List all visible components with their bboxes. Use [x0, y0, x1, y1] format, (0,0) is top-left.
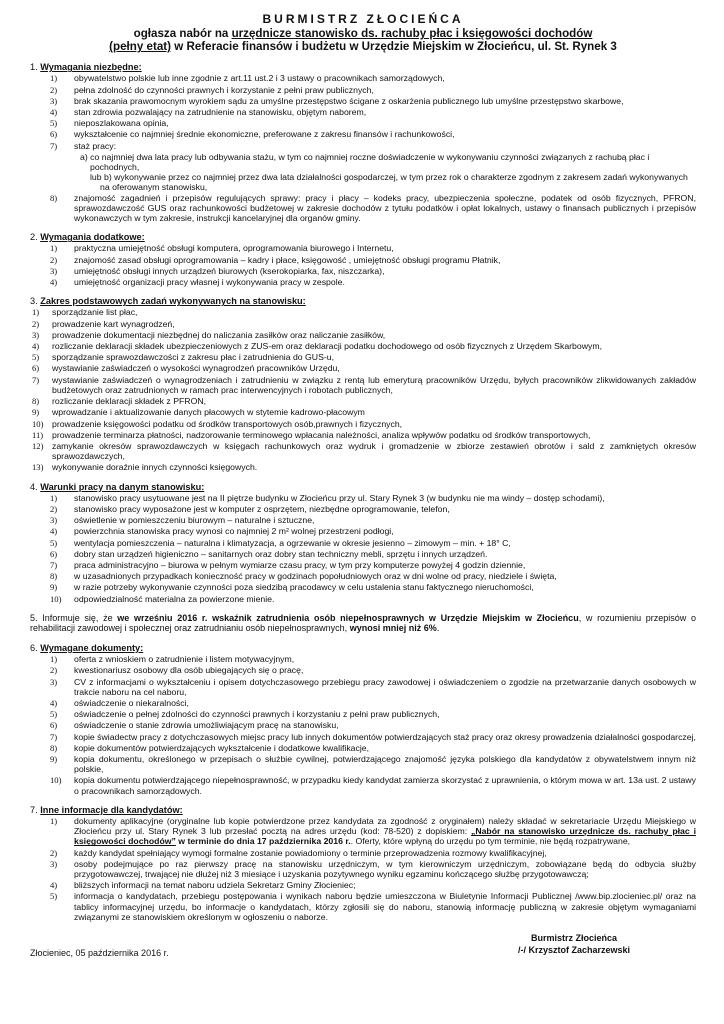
item-number: 2) — [50, 254, 58, 265]
document-title: BURMISTRZ ZŁOCIEŃCA — [262, 12, 464, 26]
item-text: bliższych informacji na temat naboru udziela Sekretarz Gminy Złocieniec; — [74, 880, 356, 891]
item-text: każdy kandydat spełniający wymogi formalne zostanie powiadomiony o terminie przeprowadzenia rozmowy kwalifikacyjnej, — [74, 847, 547, 858]
item-number: 6) — [50, 129, 58, 140]
list-item — [30, 419, 696, 429]
item-text: brak skazania prawomocnym wyrokiem sądu za umyślne przestępstwo ścigane z oskarżenia publicznego lub umyślne przestępstwo skarbowe, — [74, 95, 624, 106]
section-1-heading — [30, 62, 696, 72]
item-text: nieposzlakowana opinia, — [74, 118, 169, 129]
item-text: sporządzanie sprawozdawczości z zakresu płac i zatrudnienia do GUS-u, — [52, 352, 334, 363]
list-item — [30, 816, 696, 847]
other-information-list-cont — [30, 848, 696, 922]
other-information-list — [30, 816, 696, 847]
announcement-line-1 — [30, 27, 696, 40]
experience-option-a: a) co najmniej dwa lata pracy lub odbywania stażu, w tym co najmniej roczne doświadczenie w wykonywaniu czynności związanych z rachubą płac i pochodnych, — [80, 151, 650, 173]
list-item — [30, 363, 696, 373]
disability-employment-notice — [30, 613, 696, 634]
item-text: prowadzenie terminarza płatności, nadzorowanie terminowego wpłacania należności, analiza wpływów podatku od środków transportowych, — [52, 429, 591, 440]
section-title: Zakres podstawowych zadań wykonywanych na stanowisku: — [40, 296, 306, 307]
signature-block — [518, 932, 630, 956]
list-item — [30, 594, 696, 604]
item-number: 3) — [50, 95, 58, 106]
notice-text: . — [436, 623, 440, 634]
item-number: 5) — [50, 709, 58, 720]
item-number: 7) — [50, 559, 58, 570]
list-item — [30, 277, 696, 287]
item-text: odpowiedzialność materialna za powierzone mienie. — [74, 593, 275, 604]
item-number: 3) — [50, 858, 58, 869]
item-text: dobry stan urządzeń higieniczno – sanitarnych oraz dobry stan techniczny mebli, sprzętu i innych urządzeń. — [74, 548, 488, 559]
item-number: 2) — [32, 318, 40, 329]
item-number: 2) — [50, 84, 58, 95]
item-number: 1) — [50, 492, 58, 503]
item-text: stan zdrowia pozwalający na zatrudnienie na stanowisku, objętym naborem, — [74, 107, 367, 118]
place-and-date: Złocieniec, 05 października 2016 r. — [30, 948, 169, 959]
list-item — [30, 129, 696, 139]
list-item — [30, 396, 696, 406]
item-text: wystawianie zaświadczeń o wysokości wynagrodzeń pracowników Urzędu, — [52, 363, 340, 374]
item-text: w razie potrzeby wykonywanie czynności poza siedzibą pracodawcy w celu ustalenia stanu faktycznego nieruchomości, — [74, 582, 534, 593]
list-item — [30, 720, 696, 730]
item-text: wykształcenie co najmniej średnie ekonomiczne, preferowane z zakresu finansów i rachunkowości, — [74, 129, 455, 140]
list-item — [30, 193, 696, 224]
item-number: 9) — [50, 582, 58, 593]
item-text: wprowadzanie i aktualizowanie danych płacowych w stytemie kadrowo-płacowym — [52, 407, 365, 418]
list-item — [30, 407, 696, 417]
section-2-heading — [30, 232, 696, 242]
item-number: 3) — [50, 515, 58, 526]
list-item — [30, 571, 696, 581]
item-number: 5) — [50, 537, 58, 548]
item-text: w uzasadnionych przypadkach konieczność pracy w godzinach popołudniowych oraz w dni wolne od pracy, niedziele i święta, — [74, 571, 557, 582]
list-item — [30, 654, 696, 664]
section-number: 3. — [30, 296, 38, 307]
item-text: prowadzenie księgowości podatku od środków transportowych osób,prawnych i fizycznych, — [52, 418, 403, 429]
list-item — [30, 307, 696, 317]
list-item — [30, 880, 696, 890]
signatory-title: Burmistrz Złocieńca — [530, 933, 617, 944]
item-number: 3) — [32, 329, 40, 340]
item-text: obywatelstwo polskie lub inne zgodnie z art.11 ust.2 i 3 ustawy o pracownikach samorządowych, — [74, 73, 445, 84]
item-number: 5) — [32, 352, 40, 363]
item-text: kopie dokumentów potwierdzających wykształcenie i dodatkowe kwalifikacje, — [74, 742, 370, 753]
item-number: 13) — [32, 462, 44, 473]
item-number: 9) — [32, 407, 40, 418]
list-item — [30, 73, 696, 83]
list-item — [30, 118, 696, 128]
item-number: 3) — [50, 265, 58, 276]
list-item — [30, 582, 696, 592]
item-number: 6) — [50, 720, 58, 731]
list-item — [30, 341, 696, 351]
list-item — [30, 526, 696, 536]
required-qualifications-list — [30, 73, 696, 150]
item-text: kopie świadectw pracy z dotychczasowych miejsc pracy lub innych dokumentów potwierdzających staż pracy oraz okresy prowadzenia działalności gospodarczej, — [74, 731, 696, 742]
item-number: 4) — [50, 697, 58, 708]
item-number: 7) — [50, 140, 58, 151]
required-documents-list — [30, 654, 696, 796]
item-number: 1) — [50, 815, 58, 826]
item-text: prowadzenie dokumentacji niezbędnej do naliczania zasiłków oraz naliczanie zasiłków, — [52, 329, 386, 340]
item-number: 4) — [50, 526, 58, 537]
list-item — [30, 891, 696, 922]
notice-bold: wynosi mniej niż 6% — [349, 623, 437, 634]
list-item — [30, 243, 696, 253]
item-number: 6) — [50, 548, 58, 559]
announcement-line-2 — [30, 40, 696, 53]
item-text: umiejętność obsługi innych urządzeń biurowych (kserokopiarka, fax, niszczarka), — [74, 265, 385, 276]
item-number: 2) — [50, 665, 58, 676]
item-number: 1) — [32, 307, 40, 318]
item-text: sporządzanie list płac, — [52, 307, 138, 318]
position-name: urzędnicze stanowisko ds. rachuby płac i księgowości dochodów — [231, 27, 593, 41]
item-text: powierzchnia stanowiska pracy wynosi co najmniej 2 m² wolnej przestrzeni podłogi, — [74, 526, 394, 537]
list-item — [30, 549, 696, 559]
item-number: 4) — [50, 107, 58, 118]
item-text: wystawianie zaświadczeń o wynagrodzeniach i zatrudnieniu w związku z rentą lub emeryturą pracowników Urzędu, byłych pracowników zlikwidowanych zakładów budżetowych oraz zatrudnionych w ramach prac interwencyjnych i robotach publicznych, — [52, 374, 696, 395]
item-number: 4) — [32, 341, 40, 352]
notice-text: 5. Informuje się, że — [30, 612, 118, 623]
item-text: oferta z wnioskiem o zatrudnienie i listem motywacyjnym, — [74, 654, 295, 665]
section-7-heading — [30, 805, 696, 815]
section-number: 6. — [30, 642, 38, 653]
item-text: staż pracy: — [74, 140, 117, 151]
list-item — [30, 515, 696, 525]
list-item — [30, 375, 696, 395]
item-text: rozliczanie deklaracji składek ubezpieczeniowych z ZUS-em oraz deklaracji podatku dochodowego od osób fizycznych z Urzędem Skarbowym, — [52, 341, 602, 352]
item-text: rozliczanie deklaracji składek z PFRON, — [52, 396, 207, 407]
section-number: 7. — [30, 804, 38, 815]
list-item — [30, 319, 696, 329]
list-item — [30, 462, 696, 472]
item-number: 8) — [32, 396, 40, 407]
item-text: kwestionariusz osobowy dla osób ubiegających się o pracę, — [74, 665, 304, 676]
announcement-prefix: ogłasza nabór na — [133, 27, 232, 41]
item-text: wentylacja pomieszczenia – naturalna i klimatyzacja, a ogrzewanie w okresie jesienno – zimowym – min. + 18° C, — [74, 537, 511, 548]
list-item — [30, 677, 696, 697]
item-text: . Oferty, które wpłyną do urzędu po tym terminie, nie będą rozpatrywane, — [350, 836, 631, 847]
item-text: CV z informacjami o wykształceniu i opisem dotychczasowego przebiegu pracy zawodowej i oświadczeniem o zgodzie na przetwarzanie danych osobowych w trakcie naboru na cel naboru, — [74, 676, 696, 697]
list-item — [30, 266, 696, 276]
item-text: informacja o kandydatach, przebiegu postępowania i wynikach naboru będzie umieszczona w Biuletynie Informacji Publicznej /www.bip.zlocieniec.pl/ oraz na tablicy informacyjnej urzędu, bo informacje o kandydatach, którzy zgłosili się do naboru, stanowią informację publiczną w zakresie objętym wymaganiami związanymi ze stanowiskiem określonym w ogłoszeniu o naborze. — [74, 891, 696, 922]
list-item — [30, 743, 696, 753]
item-text: kopia dokumentu potwierdzającego niepełnosprawność, w przypadku kiedy kandydat zamierza skorzystać z uprawnienia, o którym mowa w art. 13a ust. 2 ustawy o pracownikach samorządowych. — [74, 775, 696, 796]
section-title: Inne informacje dla kandydatów: — [40, 804, 183, 815]
item-text: kopia dokumentu, określonego w przepisach o służbie cywilnej, potwierdzającego znajomość języka polskiego dla kandydatów z obywatelstwem innym niż polskie, — [74, 753, 696, 775]
item-number: 12) — [32, 440, 44, 451]
item-text: dokumenty aplikacyjne (oryginalne lub kopie potwierdzone przez kandydata za zgodność z oryginałem) należy składać w sekretariacie Urzędu Miejskiego w Złocieńcu przy ul. Stary Rynek 3 lub przesłać pocztą na adres urzędu (kod: 78-520) z dopiskiem: — [74, 815, 696, 837]
document-footer — [30, 932, 696, 962]
signatory-name: /-/ Krzysztof Zacharzewski — [517, 945, 630, 956]
section-4-heading — [30, 482, 696, 492]
section-title: Wymagane dokumenty: — [40, 642, 144, 653]
item-text: oświadczenie o pełnej zdolności do czynności prawnych i korzystaniu z pełni praw publicznych, — [74, 709, 440, 720]
item-text: zamykanie okresów sprawozdawczych w księgach rachunkowych oraz wydruk i gromadzenie w zbiorze zestawień obrotów i sald z zamkniętych okresów sprawozdawczych, — [52, 440, 696, 462]
list-item — [30, 255, 696, 265]
item-text: stanowisko pracy wyposażone jest w komputer z osprzętem, niezbędne oprogramowanie, telefon, — [74, 503, 450, 514]
section-title: Warunki pracy na danym stanowisku: — [40, 481, 205, 492]
experience-option-b: lub b) wykonywanie przez co najmniej przez dwa lata działalności gospodarczej, w tym przez rok o charakterze zgodnym z zakresem zadań wykonywanych na oferowanym stanowisku, — [90, 172, 688, 193]
list-item — [30, 493, 696, 503]
section-number: 1. — [30, 62, 38, 73]
list-item — [30, 141, 696, 151]
section-title: Wymagania dodatkowe: — [40, 232, 145, 243]
item-text: praktyczna umiejętność obsługi komputera, oprogramowania biurowego i Internetu, — [74, 243, 394, 254]
item-text: prowadzenie kart wynagrodzeń, — [52, 318, 175, 329]
item-text: stanowisko pracy usytuowane jest na II piętrze budynku w Złocieńcu przy ul. Stary Rynek 3 (w budynku nie ma windy – dostęp schodami), — [74, 492, 605, 503]
item-number: 7) — [32, 374, 40, 385]
item-number: 9) — [50, 753, 58, 764]
deadline: w terminie do dnia 17 października 2016 r. — [175, 836, 351, 847]
item-number: 8) — [50, 571, 58, 582]
item-number: 4) — [50, 880, 58, 891]
list-item — [30, 560, 696, 570]
list-item — [30, 732, 696, 742]
item-text: pełna zdolność do czynności prawnych i korzystanie z pełni praw publicznych, — [74, 84, 374, 95]
section-number: 2. — [30, 232, 38, 243]
list-item — [30, 107, 696, 117]
list-item — [30, 848, 696, 858]
item-number: 3) — [50, 676, 58, 687]
item-number: 2) — [50, 503, 58, 514]
list-item — [30, 430, 696, 440]
item-text: osoby podejmujące po raz pierwszy pracę na stanowisku urzędniczym, w tym kierowniczym urzędniczym, zobowiązane będą do odbycia służby przygotowawczej, trwającej nie dłużej niż 3 miesiące i uzyskania pozytywnego wyniku egzaminu kończącego służbę przygotowawczą; — [74, 858, 696, 879]
item-text: praca administracyjno – biurowa w pełnym wymiarze czasu pracy, w tym przy komputerze powyżej 4 godzin dziennie, — [74, 559, 526, 570]
item-text: oświadczenie o niekaralności, — [74, 697, 189, 708]
work-experience-options — [80, 152, 696, 193]
list-item — [30, 775, 696, 795]
duties-list — [30, 307, 696, 472]
item-number: 6) — [32, 363, 40, 374]
item-number: 7) — [50, 731, 58, 742]
item-number: 1) — [50, 654, 58, 665]
additional-qualifications-list — [30, 243, 696, 287]
item-number: 4) — [50, 277, 58, 288]
item-number: 10) — [32, 418, 44, 429]
section-3-heading — [30, 296, 696, 306]
list-item — [30, 441, 696, 461]
list-item — [30, 538, 696, 548]
list-item — [30, 352, 696, 362]
list-item — [30, 698, 696, 708]
item-text: wykonywanie doraźnie innych czynności księgowych. — [52, 462, 258, 473]
list-item — [30, 665, 696, 675]
list-item — [30, 85, 696, 95]
required-qualifications-list-cont — [30, 193, 696, 224]
item-number: 10) — [50, 593, 62, 604]
application-label: „Nabór na stanowisko urzędnicze ds. rachuby płac i księgowości dochodów” — [74, 826, 696, 847]
item-number: 5) — [50, 118, 58, 129]
list-item — [30, 96, 696, 106]
item-text: znajomość zasad obsługi oprogramowania – kadry i płace, księgowość , umiejętność obsługi programu Płatnik, — [74, 254, 501, 265]
item-number: 11) — [32, 429, 44, 440]
work-conditions-list — [30, 493, 696, 604]
list-item — [30, 709, 696, 719]
notice-bold: we wrześniu 2016 r. wskaźnik zatrudnienia osób niepełnosprawnych w Urzędzie Miejskim w Złocieńcu — [117, 612, 579, 623]
department-location: w Referacie finansów i budżetu w Urzędzie Miejskim w Złocieńcu, ul. St. Rynek 3 — [171, 40, 617, 54]
list-item — [30, 330, 696, 340]
item-text: umiejętność organizacji pracy własnej i wykonywania pracy w zespole. — [74, 277, 345, 288]
item-text: znajomość zagadnień i przepisów regulujących sprawy: pracy i płacy – kodeks pracy, ubezpieczenia społeczne, podatek od osób fizycznych, PFRON, sprawozdawczość GUS oraz rachunkowości budżetowej w zakresie dochodów z tytułu podatków i opłat lokalnych, ustawy o finansach publicznych i przepisów wykonawczych w tym zakresie, instrukcji kancelaryjnej dla organów gminy. — [74, 192, 696, 224]
notice-text: , w rozumieniu przepisów o rehabilitacji zawodowej i społecznej oraz zatrudnianiu osób niepełnosprawnych, — [30, 612, 696, 634]
section-number: 4. — [30, 481, 38, 492]
item-number: 10) — [50, 775, 62, 786]
list-item — [30, 859, 696, 879]
item-number: 1) — [50, 73, 58, 84]
item-number: 1) — [50, 243, 58, 254]
list-item — [30, 754, 696, 774]
item-text: oświadczenie o stanie zdrowia umożliwiającym pracę na stanowisku, — [74, 720, 339, 731]
item-text: oświetlenie w pomieszczeniu biurowym – naturalne i sztuczne, — [74, 515, 315, 526]
employment-type: (pełny etat) — [109, 40, 171, 54]
list-item — [30, 504, 696, 514]
section-6-heading — [30, 643, 696, 653]
item-number: 8) — [50, 742, 58, 753]
item-number: 2) — [50, 847, 58, 858]
item-number: 5) — [50, 891, 58, 902]
item-number: 8) — [50, 192, 58, 203]
section-title: Wymagania niezbędne: — [40, 62, 142, 73]
